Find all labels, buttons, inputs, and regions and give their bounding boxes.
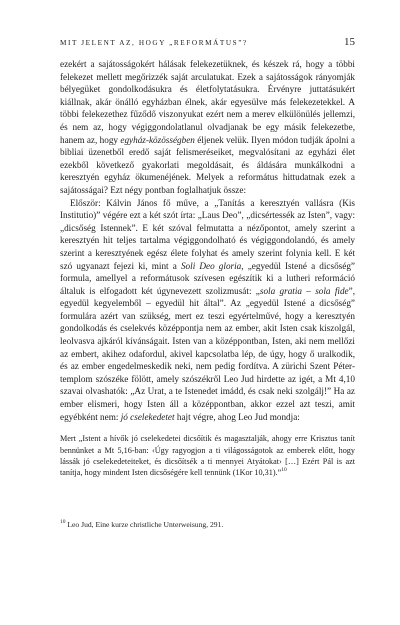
text-run: ”, egyedül kegyelemből – egyedül hit által”. Az „egyedül Istené a dicsőség” formulára azért van szükség, mert ez teszi egyértelművé, hogy a keresztyén gondolkodás és cselekvés középpontja nem az ember, akit Isten csak kiszolgál, leolvasva ajkáról kívánságait. Isten van a középpontban, Isten, aki nem mellőzi az embert, akihez odafordul, akivel kapcsolatba lép, de úgy, hogy ő uralkodik, és az ember engedelmeskedik neki, nem pedig fordítva. A zürichi Szent Péter-templom szószéke fölött, amely szószékről Leo Jud hirdette az igét, a Mt 4,10 szavai olvashatók: „Az Urat, a te Istenedet imádd, és csak neki szolgálj!” Ha az ember elismeri, hogy Isten áll a középpontban, akkor ezzel azt teszi, amit egyébként nem: — [60, 285, 355, 422]
footnote-reference: 10 — [281, 467, 287, 474]
emphasis: Soli Deo gloria — [180, 260, 242, 271]
paragraph-1 — [60, 58, 355, 197]
page-header — [60, 36, 355, 48]
text-run: Először: Kálvin János fő műve, a „Tanítás a keresztyén vallásra (Kis Institutio)” végére ezt a két szót írta: „Laus Deo”, „dicsértessék az Isten”, vagy: „dicsőség Istennek”. E két szóval felmutatta a nézőpontot, amely szerint a keresztyén hit teljes tartalma végiggondolható és végiggondolandó, és amely szerint a keresztyének egész élete folyhat és amely szerint folynia kell. E két szó ugyanazt fejezi ki, mint a — [60, 197, 355, 271]
emphasis: egyház-közösségben — [120, 134, 195, 145]
body-text — [60, 58, 355, 423]
text-run: éljenek velük. Ilyen módon tudják ápolni a bibliai üzenetből eredő saját felismeréseiket, megvalósítani az egyházi élet ezekből következő gyakorlati megoldásait, és áldására munkálkodni a keresztyén egyház ökumenéjének. Melyek a református hittudatnak ezek a sajátosságai? Ezt négy pontban foglalhatjuk össze: — [60, 134, 355, 195]
footnote-number: 10 — [60, 519, 66, 525]
text-run: ezekért a sajátosságokért hálásak felekezetüknek, és készek rá, hogy a többi felekezet mellett megőrizzék saját arculatukat. Ezek a sajátosságok rányomják bélyegüket gondolkodásukra és életfolytatásukra. Érvényre juttatásukért kiállnak, akár önálló egyházban élnek, akár egyesülve más felekezetekkel. A többi felekezethez fűződő viszonyukat ezért nem a merev elkülönülés jellemzi, és nem az, hogy végiggondolatlanul olvadjanak be egy másik felekezetbe, hanem az, hogy — [60, 59, 355, 145]
text-run: , „egyedül Istené a dicsőség” formula, amellyel a reformátusok szívesen egészítik ki a lutheri reformáció általuk is elfogadott két úgynevezett szolizmusát: „ — [60, 260, 355, 296]
paragraph-2 — [60, 197, 355, 424]
quote-text: Mert „Istent a hívők jó cselekedetei dicsőítik és magasztalják, ahogy erre Krisztus tanít bennünket a Mt 5,16-ban: ‹Úgy ragyogjon a ti világosságotok az emberek előtt, hogy lássák jó cselekedeteiteket, és dicsőítsék a ti mennyei Atyátokat› […] Ezért Pál is azt tanítja, hogy mindent Isten dicsőségére kell tennünk (1Kor 10,31).” — [60, 434, 355, 478]
page-number: 15 — [344, 36, 355, 48]
running-head: MIT JELENT AZ, HOGY „REFORMÁTUS”? — [60, 39, 248, 47]
footnote-text: Leo Jud, Eine kurze christliche Unterweisung, 291. — [67, 520, 224, 529]
emphasis: sola gratia – sola fide — [259, 285, 349, 296]
emphasis: jó cselekedetet — [120, 411, 175, 422]
footnote — [60, 520, 355, 530]
page-content — [60, 36, 355, 479]
text-run: hajt végre, ahog Leo Jud mondja: — [174, 411, 300, 422]
block-quote — [60, 433, 355, 479]
